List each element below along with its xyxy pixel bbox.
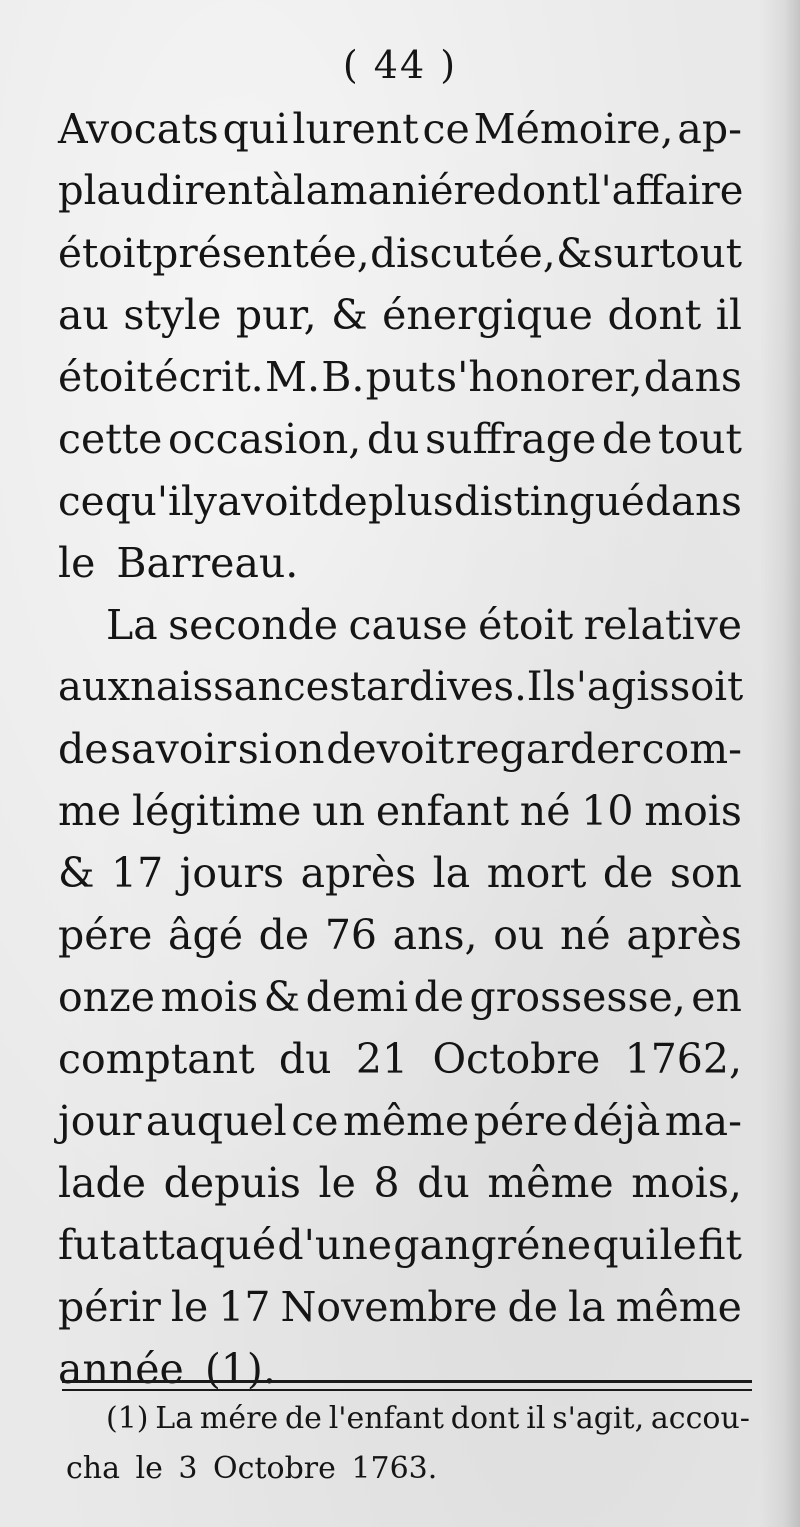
text-line: lade depuis le 8 du même mois, (58, 1159, 742, 1207)
text-line: comptant du 21 Octobre 1762, (58, 1035, 742, 1083)
page-edge-shadow (760, 0, 800, 1527)
text-line: me légitime un enfant né 10 mois (58, 787, 742, 835)
text-line: onze mois & demi de grossesse, en (58, 973, 742, 1021)
text-line: pére âgé de 76 ans, ou né après (58, 911, 742, 959)
text-line: étoit présentée, discutée, & surtout (58, 229, 742, 277)
text-line: le Barreau. (58, 539, 299, 587)
text-line: périr le 17 Novembre de la même (58, 1283, 742, 1331)
paragraph-start-line: La seconde cause étoit relative (106, 601, 742, 649)
text-line: fut attaqué d'une gangréne qui le fit (58, 1221, 742, 1269)
text-line: au style pur, & énergique dont il (58, 291, 742, 339)
page-number: ( 44 ) (342, 43, 458, 87)
footnote-line: (1) La mére de l'enfant dont il s'agit, accou- (106, 1401, 750, 1436)
text-line: aux naissances tardives. Il s'agissoit (58, 664, 744, 710)
footnote (66, 1394, 750, 1494)
text-line: plaudirent à la maniére dont l'affaire (58, 168, 744, 214)
text-line: Avocats qui lurent ce Mémoire, ap- (58, 105, 742, 153)
text-line: de savoir si on devoit regarder com- (58, 725, 742, 773)
text-line: & 17 jours après la mort de son (58, 849, 742, 897)
text-line: cette occasion, du suffrage de tout (58, 415, 742, 463)
footnote-separator (62, 1380, 752, 1391)
main-text (58, 98, 742, 1400)
text-line: étoit écrit. M. B. put s'honorer, dans (58, 353, 742, 401)
footnote-line: cha le 3 Octobre 1763. (66, 1451, 438, 1486)
text-line: jour auquel ce même pére déjà ma- (58, 1097, 742, 1145)
text-line: ce qu'il y avoit de plus distingué dans (58, 477, 742, 525)
text-line: année (1). (58, 1345, 276, 1393)
